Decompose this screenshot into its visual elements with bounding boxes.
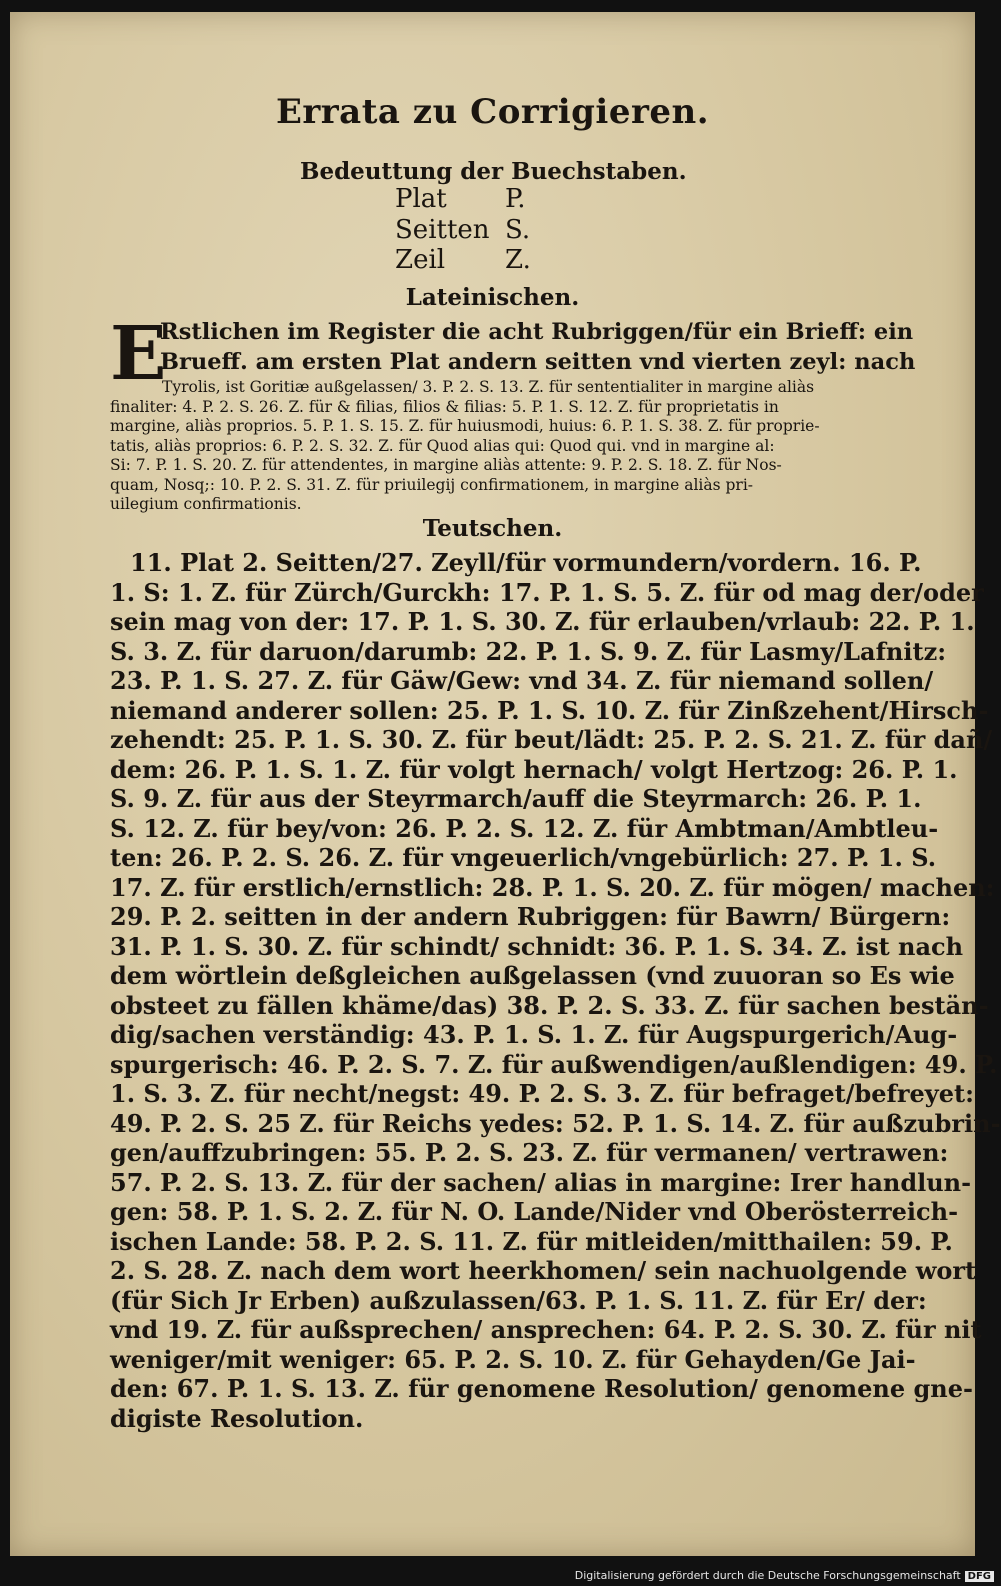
german-line: 11. Plat 2. Seitten/27. Zeyll/für vormundern/vordern. 16. P. bbox=[130, 548, 922, 577]
footer-text: Digitalisierung gefördert durch die Deutsche Forschungsgemeinschaft bbox=[574, 1569, 961, 1582]
german-line: digiste Resolution. bbox=[110, 1403, 364, 1433]
latin-small-text bbox=[110, 378, 845, 515]
abbreviation-letter: S. bbox=[505, 215, 531, 245]
latin-line: Rstlichen im Register die acht Rubriggen/für ein Brieff: ein bbox=[160, 319, 914, 345]
german-line: 1. S. 3. Z. für necht/negst: 49. P. 2. S. 3. Z. für befraget/befreyet: bbox=[110, 1079, 974, 1108]
abbreviation-word: Zeil bbox=[395, 245, 446, 275]
german-line: sein mag von der: 17. P. 1. S. 30. Z. für erlauben/vrlaub: 22. P. 1. bbox=[110, 607, 975, 636]
german-line: niemand anderer sollen: 25. P. 1. S. 10. Z. für Zinßzehent/Hirsch- bbox=[110, 695, 989, 725]
funding-footer bbox=[575, 1569, 994, 1582]
latin-small-line: Si: 7. P. 1. S. 20. Z. für attendentes, in margine aliàs attente: 9. P. 2. S. 18. Z. für Nos- bbox=[110, 456, 782, 474]
german-line: vnd 19. Z. für außsprechen/ ansprechen: 64. P. 2. S. 30. Z. für nit bbox=[110, 1315, 982, 1344]
abbreviation-row bbox=[395, 245, 531, 275]
german-line: dem wörtlein deßgleichen außgelassen (vnd zuuoran so Es wie bbox=[110, 961, 955, 990]
german-line: 31. P. 1. S. 30. Z. für schindt/ schnidt: 36. P. 1. S. 34. Z. ist nach bbox=[110, 931, 964, 961]
german-line: (für Sich Jr Erben) außzulassen/63. P. 1. S. 11. Z. für Er/ der: bbox=[110, 1285, 927, 1315]
legend-subtitle: Bedeuttung der Buechstaben. bbox=[300, 158, 687, 185]
german-line: spurgerisch: 46. P. 2. S. 7. Z. für außwendigen/außlendigen: 49. P. bbox=[110, 1049, 998, 1079]
german-section-heading: Teutschen. bbox=[422, 515, 563, 542]
latin-errata-block bbox=[110, 311, 916, 515]
german-line: gen: 58. P. 1. S. 2. Z. für N. O. Lande/Nider vnd Oberösterreich- bbox=[110, 1197, 959, 1226]
german-line: gen/auffzubringen: 55. P. 2. S. 23. Z. für vermanen/ vertrawen: bbox=[110, 1138, 949, 1167]
abbreviation-row bbox=[395, 184, 526, 214]
german-line: dig/sachen verständig: 43. P. 1. S. 1. Z. für Augspurgerich/Aug- bbox=[110, 1020, 958, 1049]
german-line: obsteet zu fällen khäme/das) 38. P. 2. S. 33. Z. für sachen bestän- bbox=[110, 990, 989, 1020]
german-line: ten: 26. P. 2. S. 26. Z. für vngeuerlich/vngebürlich: 27. P. 1. S. bbox=[110, 843, 937, 872]
latin-line: Brueff. am ersten Plat andern seitten vnd vierten zeyl: nach bbox=[160, 349, 916, 375]
german-line: zehendt: 25. P. 1. S. 30. Z. für beut/lädt: 25. P. 2. S. 21. Z. für dañ/ bbox=[110, 725, 993, 754]
abbreviation-row bbox=[395, 215, 530, 245]
german-line: S. 12. Z. für bey/von: 26. P. 2. S. 12. Z. für Ambtman/Ambtleu- bbox=[110, 813, 939, 843]
german-line: dem: 26. P. 1. S. 1. Z. für volgt hernach/ volgt Hertzog: 26. P. 1. bbox=[110, 754, 958, 784]
latin-small-line: margine, aliàs proprios. 5. P. 1. S. 15. Z. für huiusmodi, huius: 6. P. 1. S. 38. Z. für proprie- bbox=[110, 417, 820, 435]
document-page bbox=[10, 12, 1001, 1556]
german-errata-block bbox=[110, 548, 1001, 1433]
latin-small-line: quam, Nosq;: 10. P. 2. S. 31. Z. für priuilegij confirmationem, in margine aliàs pri- bbox=[110, 475, 754, 494]
german-line: ischen Lande: 58. P. 2. S. 11. Z. für mitleiden/mitthailen: 59. P. bbox=[110, 1226, 953, 1256]
german-line: 57. P. 2. S. 13. Z. für der sachen/ alias in margine: Irer handlun- bbox=[110, 1167, 972, 1197]
latin-section-heading: Lateinischen. bbox=[405, 284, 580, 311]
german-line: 29. P. 2. seitten in der andern Rubriggen: für Bawrn/ Bürgern: bbox=[110, 902, 951, 931]
latin-small-line: Tyrolis, ist Goritiæ außgelassen/ 3. P. 2. S. 13. Z. für sententialiter in margine aliàs bbox=[162, 378, 815, 396]
abbreviation-letter: P. bbox=[505, 184, 526, 214]
german-line: den: 67. P. 1. S. 13. Z. für genomene Resolution/ genomene gne- bbox=[110, 1374, 973, 1403]
dfg-logo: DFG bbox=[965, 1571, 994, 1582]
german-line: S. 3. Z. für daruon/darumb: 22. P. 1. S. 9. Z. für Lasmy/Lafnitz: bbox=[110, 636, 947, 666]
german-line: 2. S. 28. Z. nach dem wort heerkhomen/ sein nachuolgende wort bbox=[110, 1256, 977, 1285]
abbreviation-letter: Z. bbox=[505, 245, 531, 275]
initial-letter: E bbox=[110, 311, 167, 397]
latin-small-line: uilegium confirmationis. bbox=[110, 495, 302, 513]
abbreviation-word: Plat bbox=[395, 184, 447, 214]
german-line: weniger/mit weniger: 65. P. 2. S. 10. Z. für Gehayden/Ge Jai- bbox=[110, 1344, 916, 1374]
german-line: S. 9. Z. für aus der Steyrmarch/auff die Steyrmarch: 26. P. 1. bbox=[110, 784, 922, 813]
german-line: 17. Z. für erstlich/ernstlich: 28. P. 1. S. 20. Z. für mögen/ machen: bbox=[110, 872, 995, 902]
german-line: 23. P. 1. S. 27. Z. für Gäw/Gew: vnd 34. Z. für niemand sollen/ bbox=[110, 666, 934, 695]
german-line: 1. S: 1. Z. für Zürch/Gurckh: 17. P. 1. S. 5. Z. für od mag der/oder bbox=[110, 577, 984, 607]
latin-small-line: tatis, aliàs proprios: 6. P. 2. S. 32. Z. für Quod alias qui: Quod qui. vnd in margine al: bbox=[110, 436, 775, 455]
abbreviation-word: Seitten bbox=[395, 215, 490, 245]
page-title: Errata zu Corrigieren. bbox=[275, 92, 710, 132]
german-line: 49. P. 2. S. 25 Z. für Reichs yedes: 52. P. 1. S. 14. Z. für außzubrin- bbox=[110, 1108, 1001, 1138]
latin-small-line: finaliter: 4. P. 2. S. 26. Z. für & filias, filios & filias: 5. P. 1. S. 12. Z. für proprietatis in bbox=[110, 397, 779, 416]
